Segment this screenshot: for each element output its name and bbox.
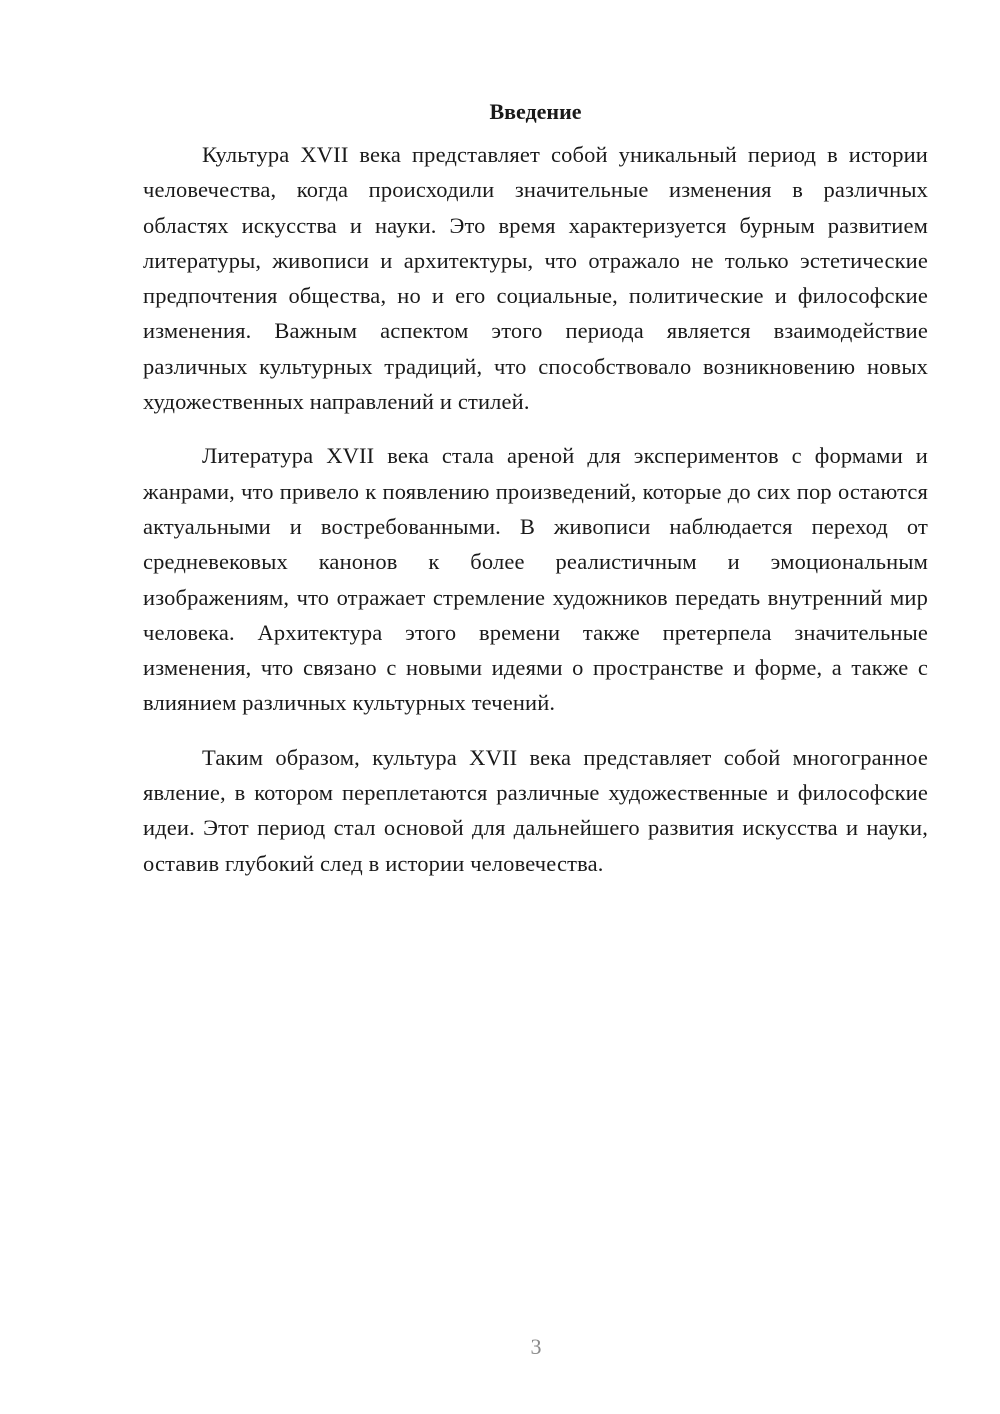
page-number: 3 xyxy=(530,1334,542,1359)
section-heading: Введение xyxy=(489,99,582,124)
page-content xyxy=(143,97,928,900)
paragraph-2: Литература XVII века стала ареной для экспериментов с формами и жанрами, что привело к появлению произведений, которые до сих пор остаются актуальными и востребованными. В живописи наблюдается переход от средневековых канонов к более реалистичным и эмоциональным изображениям, что отражает стремление художников передать внутренний мир человека. Архитектура этого времени также претерпела значительные изменения, что связано с новыми идеями о пространстве и форме, а также с влиянием различных культурных течений. xyxy=(143,443,928,716)
paragraph-1: Культура XVII века представляет собой уникальный период в истории человечества, когда происходили значительные изменения в различных областях искусства и науки. Это время характеризуется бурным развитием литературы, живописи и архитектуры, что отражало не только эстетические предпочтения общества, но и его социальные, политические и философские изменения. Важным аспектом этого периода является взаимодействие различных культурных традиций, что способствовало возникновению новых художественных направлений и стилей. xyxy=(143,142,928,415)
paragraph-3: Таким образом, культура XVII века представляет собой многогранное явление, в котором переплетаются различные художественные и философские идеи. Этот период стал основой для дальнейшего развития искусства и науки, оставив глубокий след в истории человечества. xyxy=(143,744,928,876)
